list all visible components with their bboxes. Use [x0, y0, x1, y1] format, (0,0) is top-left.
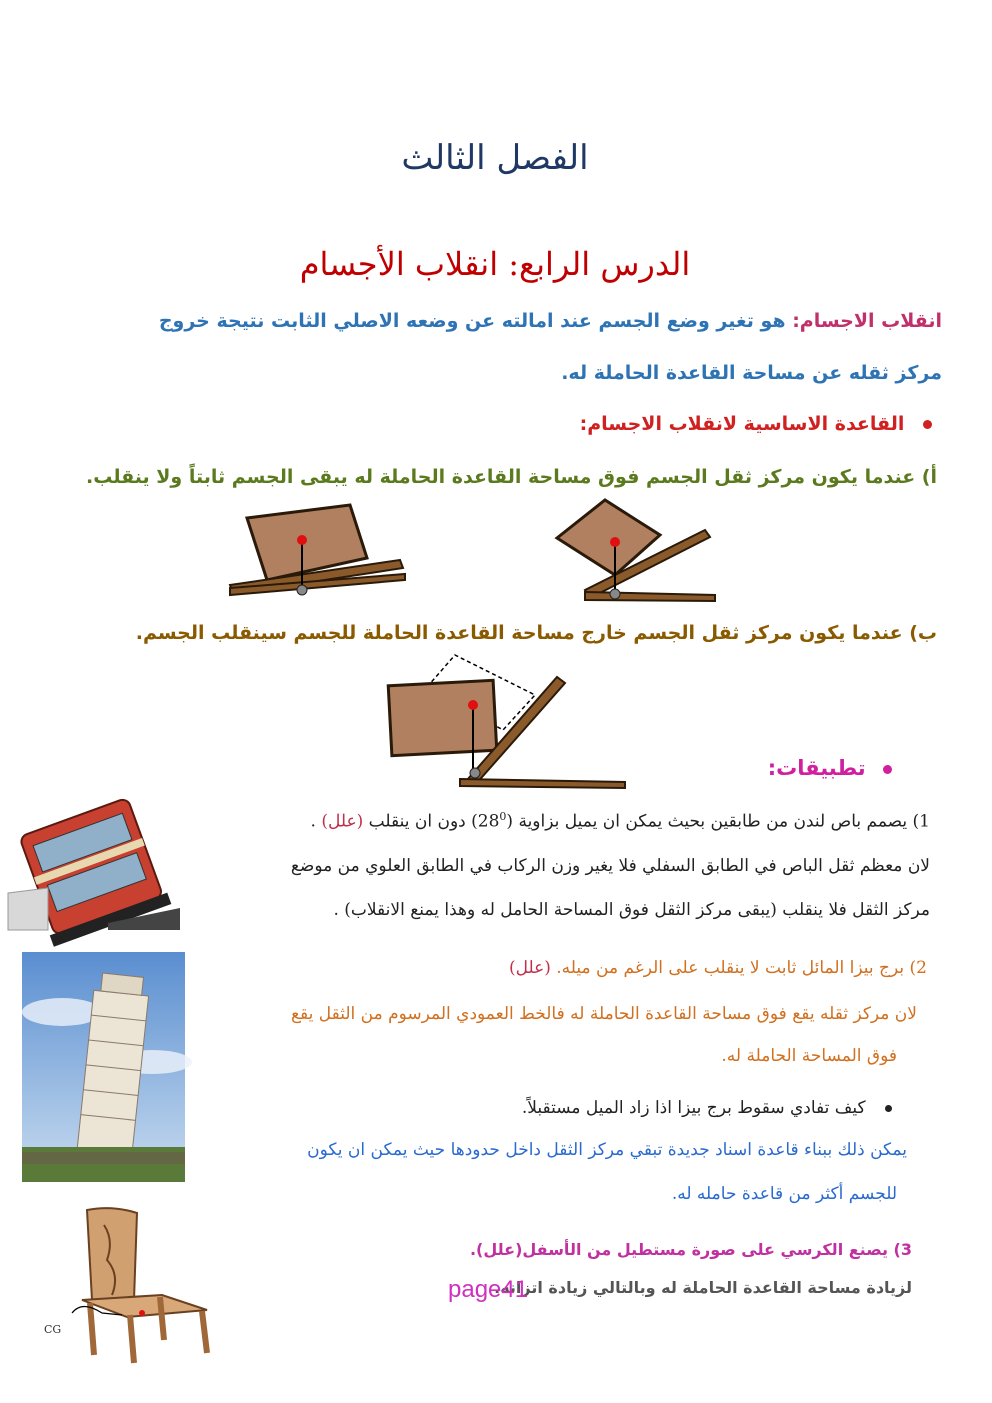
definition-term: انقلاب الاجسام: — [792, 310, 942, 332]
app1-dot: . — [310, 811, 316, 832]
app1-why: (علل) — [321, 811, 364, 832]
chair-back — [87, 1208, 137, 1300]
center-of-gravity-dot — [468, 700, 478, 710]
center-of-gravity-dot — [139, 1310, 145, 1316]
bullet-icon — [923, 420, 932, 429]
app2-line-2: لان مركز ثقله يقع فوق مساحة القاعدة الحاملة له فالخط العمودي المرسوم من الثقل يقع — [290, 1004, 917, 1024]
app2-line-3: فوق المساحة الحاملة له. — [721, 1046, 897, 1066]
cloud — [22, 998, 102, 1026]
app1-end: ) دون ان ينقلب — [368, 811, 478, 832]
definition-line-1 — [42, 310, 942, 332]
applications-heading-text: تطبيقات: — [767, 756, 866, 780]
base-board — [460, 779, 625, 788]
stable-box-diagram-2 — [555, 500, 725, 610]
base-board — [585, 592, 715, 601]
app3-line-1: 3) يصنع الكرسي على صورة مستطيل من الأسفل(علل). — [469, 1240, 912, 1259]
center-of-gravity-dot — [610, 537, 620, 547]
tower-top — [101, 973, 144, 995]
app1-angle: 28 — [477, 811, 500, 832]
app2-question — [192, 1098, 892, 1118]
bullet-icon — [883, 765, 892, 774]
basic-rule-heading — [232, 413, 932, 435]
basic-rule-heading-text: القاعدة الاساسية لانقلاب الاجسام: — [579, 413, 905, 435]
definition-line-2: مركز ثقله عن مساحة القاعدة الحاملة له. — [561, 362, 942, 384]
bullet-icon — [885, 1105, 892, 1112]
applications-heading — [592, 756, 892, 780]
leaning-tower-of-pisa-photo — [22, 952, 185, 1182]
page-number: page41 — [448, 1276, 529, 1303]
app2-question-text: كيف تفادي سقوط برج بيزا اذا زاد الميل مستقبلاً. — [521, 1098, 866, 1118]
app2-why: (علل) — [508, 958, 551, 978]
app1-line-3: مركز الثقل فلا ينقلب (يبقى مركز الثقل فوق المساحة الحامل له وهذا يمنع الانقلاب) . — [333, 900, 930, 920]
rule-a: أ) عندما يكون مركز ثقل الجسم فوق مساحة القاعدة الحاملة له يبقى الجسم ثابتاً ولا ينقلب. — [86, 466, 937, 488]
chair-leg — [90, 1303, 94, 1355]
chair-leg — [202, 1311, 207, 1353]
chair-leg — [160, 1297, 164, 1340]
chair-cg-label: CG — [44, 1323, 62, 1336]
protractor — [8, 888, 48, 930]
app2-text: 2) برج بيزا المائل ثابت لا ينقلب على الرغم من ميله. — [556, 958, 927, 978]
pivot-point — [297, 585, 307, 595]
app2-line-1 — [227, 958, 927, 978]
pivot-point — [610, 589, 620, 599]
definition-text: هو تغير وضع الجسم عند امالته عن وضعه الاصلي الثابت نتيجة خروج — [158, 310, 786, 332]
rule-b: ب) عندما يكون مركز ثقل الجسم خارج مساحة القاعدة الحاملة للجسم سينقلب الجسم. — [135, 622, 937, 644]
app1-line-1 — [160, 810, 930, 832]
lesson-title: الدرس الرابع: انقلاب الأجسام — [299, 245, 691, 283]
center-of-gravity-dot — [297, 535, 307, 545]
stable-box-diagram-1 — [225, 500, 425, 610]
bus-tilted-illustration — [8, 798, 180, 930]
chair-leg — [130, 1315, 134, 1363]
app2-answer-2: للجسم أكثر من قاعدة حامله له. — [671, 1184, 897, 1204]
pivot-point — [470, 768, 480, 778]
chapter-title: الفصل الثالث — [401, 138, 589, 178]
app3-line-2: لزيادة مساحة القاعدة الحاملة له وبالتالي زيادة اتزانه. — [494, 1278, 912, 1297]
app2-answer-1: يمكن ذلك ببناء قاعدة اسناد جديدة تبقي مركز الثقل داخل حدودها حيث يمكن ان يكون — [307, 1140, 907, 1160]
app1-start: 1) يصمم باص لندن من طابقين بحيث يمكن ان يميل بزاوية ( — [506, 811, 930, 832]
app1-line-2: لان معظم ثقل الباص في الطابق السفلي فلا يغير وزن الركاب في الطابق العلوي من موضع — [290, 856, 930, 876]
crowd — [22, 1152, 185, 1164]
box-shape — [388, 680, 497, 755]
app1-degree: 0 — [499, 810, 507, 823]
